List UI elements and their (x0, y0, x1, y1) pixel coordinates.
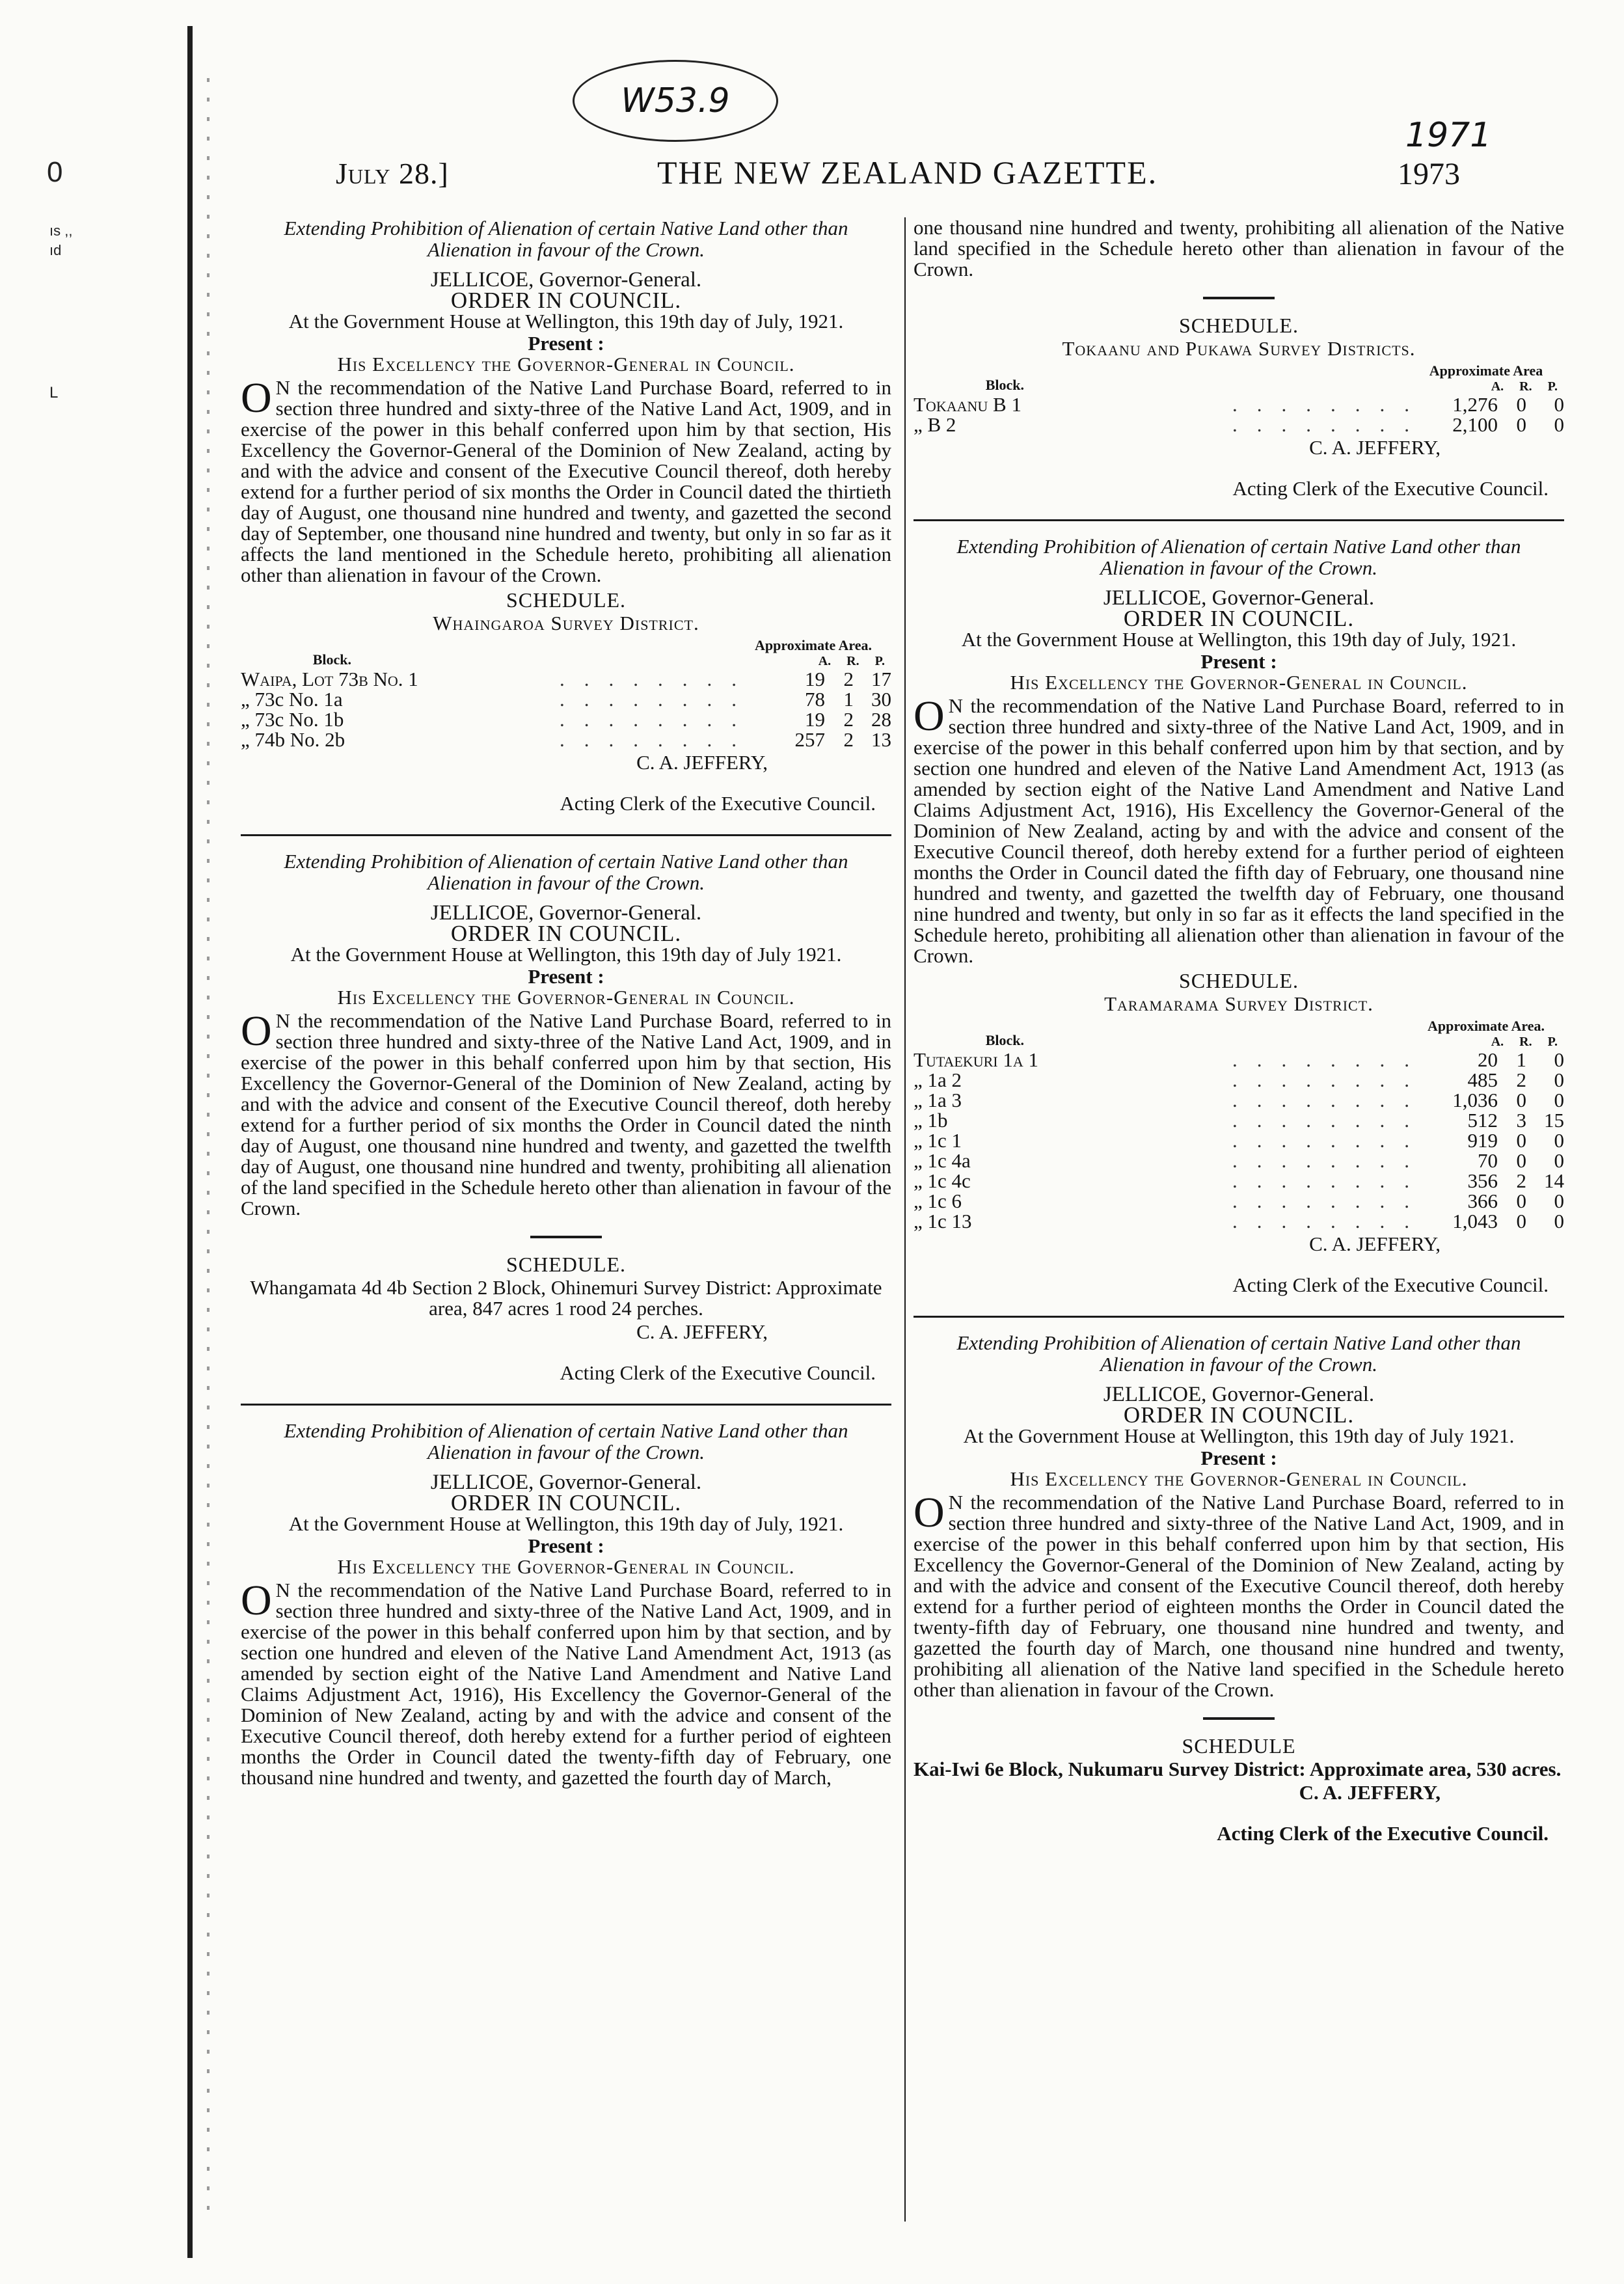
roods: 2 (1516, 1169, 1526, 1192)
page-number: 1973 (1398, 157, 1460, 191)
block-header: Block. (985, 377, 1024, 393)
margin-mark-bottom: L (49, 384, 59, 401)
perches: 0 (1554, 1210, 1564, 1232)
schedule-row (241, 729, 891, 750)
council-line: His Excellency the Governor-General in Council. (337, 1555, 795, 1578)
signatory-name: C. A. JEFFERY, (636, 751, 768, 774)
area-units (735, 653, 891, 669)
notice-body: ON the recommendation of the Native Land Purchase Board, referred to in section three hundred and sixty-three of the Native Land Act, 1909, and in exercise of the power in this behalf conferred upon him by that section, and by section one hundred and eleven of the Native Land Amendment Act, 1913 (as amended by section eight of the Native Land Amendment and Native Land Claims Adjustment Act, 1916), His Excellency the Governor-General of the Dominion of New Zealand, acting by and with the advice and consent of the Executive Council thereof, doth hereby extend for a further period of eighteen months the Order in Council dated the twenty-fifth day of February, one thousand nine hundred and twenty, and gazetted the fourth day of March, (241, 1577, 891, 1789)
council-line: His Excellency the Governor-General in Council. (1010, 671, 1468, 694)
notice-heading: Extending Prohibition of Alienation of certain Native Land other than Alienation in favour of the Crown. (284, 1419, 848, 1463)
roods: 0 (1516, 1089, 1526, 1111)
header-date: July 28.] (336, 157, 449, 190)
perches: 0 (1554, 1129, 1564, 1152)
present-label: Present : (528, 965, 604, 988)
leader-dots: ........ (1232, 1110, 1429, 1130)
leader-dots: ........ (1232, 415, 1429, 435)
right-column (914, 217, 1564, 2182)
notice-body: ON the recommendation of the Native Land Purchase Board, referred to in section three hundred and sixty-three of the Native Land Act, 1909, and in exercise of the power in this behalf conferred upon him by that section, His Excellency the Governor-General of the Dominion of New Zealand, acting by and with the advice and consent of the Executive Council thereof, doth hereby extend for a further period of six months the Order in Council dated the ninth day of August, one thousand nine hundred and twenty, and gazetted the twelfth day of August, one thousand nine hundred and twenty, prohibiting all alienation of the land specified in the Schedule hereto other than alienation in favour of the Crown. (241, 1007, 891, 1219)
place-date: At the Government House at Wellington, this 19th day of July, 1921. (288, 1512, 844, 1535)
notice-body: ON the recommendation of the Native Land Purchase Board, referred to in section three hundred and sixty-three of the Native Land Act, 1909, and in exercise of the power in this behalf conferred upon him by that section, His Excellency the Governor-General of the Dominion of New Zealand, acting by and with the advice and consent of the Executive Council thereof, doth hereby extend for a further period of six months the Order in Council dated the thirtieth day of August, one thousand nine hundred and twenty, and gazetted the second day of September, one thousand nine hundred and twenty, but only in so far as it affects the land mentioned in the Schedule hereto, prohibiting all alienation other than alienation in favour of the Crown. (241, 374, 891, 586)
acres: 78 (805, 688, 825, 711)
governor-line: JELLICOE, Governor-General. (430, 901, 702, 925)
unit-perches: P. (874, 654, 885, 668)
council-line: His Excellency the Governor-General in Council. (337, 353, 795, 375)
block-name: „ 1c 6 (914, 1190, 962, 1212)
short-rule (530, 1236, 602, 1238)
place-date: At the Government House at Wellington, this 19th day of July, 1921. (961, 628, 1517, 651)
perches: 30 (871, 688, 891, 711)
perches: 28 (871, 708, 891, 731)
present-label: Present : (528, 1534, 604, 1557)
signatory-name: C. A. JEFFERY, (636, 1320, 768, 1343)
perches: 14 (1544, 1169, 1564, 1192)
notice-heading: Extending Prohibition of Alienation of certain Native Land other than Alienation in favour of the Crown. (284, 217, 848, 261)
binding-edge (187, 26, 193, 2258)
unit-perches: P. (1547, 1035, 1558, 1049)
leader-dots: ........ (560, 729, 756, 750)
acres: 257 (794, 728, 825, 751)
signatory-title: Acting Clerk of the Executive Council. (1217, 1822, 1549, 1845)
schedule-row (914, 1090, 1564, 1110)
section-divider (914, 1316, 1564, 1318)
order-in-council: ORDER IN COUNCIL. (450, 1490, 682, 1516)
block-name: „ 74b No. 2b (241, 728, 345, 751)
acres: 485 (1467, 1068, 1498, 1091)
present-label: Present : (1200, 650, 1277, 673)
signatory-name: C. A. JEFFERY, (1309, 1232, 1441, 1255)
unit-roods: R. (846, 654, 859, 668)
order-in-council: ORDER IN COUNCIL. (450, 288, 682, 313)
roods: 0 (1516, 1129, 1526, 1152)
perches: 0 (1554, 1068, 1564, 1091)
acres: 20 (1478, 1048, 1498, 1071)
block-header: Block. (312, 651, 351, 668)
section-divider (241, 1404, 891, 1406)
acres: 2,100 (1452, 413, 1498, 436)
roods: 0 (1516, 393, 1526, 416)
acres: 1,276 (1452, 393, 1498, 416)
acres: 366 (1467, 1190, 1498, 1212)
schedule-table-header (914, 1018, 1564, 1050)
roods: 2 (843, 708, 854, 731)
roods: 1 (843, 688, 854, 711)
area-header-group (735, 638, 891, 669)
acres: 356 (1467, 1169, 1498, 1192)
margin-mark-top: 0 (47, 156, 63, 188)
signatory-title: Acting Clerk of the Executive Council. (1232, 477, 1549, 500)
acres: 19 (805, 668, 825, 690)
schedule-title: SCHEDULE. (1178, 969, 1299, 992)
unit-roods: R. (1519, 379, 1532, 394)
schedule-text: Kai-Iwi 6e Block, Nukumaru Survey District: Approximate area, 530 acres. (914, 1758, 1562, 1780)
section-divider (914, 519, 1564, 521)
present-label: Present : (528, 332, 604, 355)
leader-dots: ........ (1232, 1050, 1429, 1070)
block-name: „ B 2 (914, 413, 956, 436)
perches: 0 (1554, 413, 1564, 436)
acres: 1,036 (1452, 1089, 1498, 1111)
notice-body: ON the recommendation of the Native Land Purchase Board, referred to in section three hundred and sixty-three of the Native Land Act, 1909, and in exercise of the power in this behalf conferred upon him by that section, His Excellency the Governor-General of the Dominion of New Zealand, acting by and with the advice and consent of the Executive Council thereof, doth hereby extend for a further period of eighteen months the Order in Council dated the twenty-fifth day of February, one thousand nine hundred and twenty, and gazetted the fourth day of March, one thousand nine hundred and twenty, prohibiting all alienation of the Native land specified in the Schedule hereto other than alienation in favour of the Crown. (914, 1489, 1564, 1701)
order-in-council: ORDER IN COUNCIL. (1123, 1402, 1355, 1428)
schedule-row (914, 1070, 1564, 1090)
schedule-row (914, 1150, 1564, 1171)
leader-dots: ........ (1232, 1211, 1429, 1231)
block-name: „ 1c 4a (914, 1149, 971, 1172)
roods: 3 (1516, 1109, 1526, 1132)
signatory-title: Acting Clerk of the Executive Council. (560, 1361, 876, 1384)
perches: 0 (1554, 1190, 1564, 1212)
council-line: His Excellency the Governor-General in Council. (337, 986, 795, 1009)
leader-dots: ........ (1232, 1070, 1429, 1090)
acres: 512 (1467, 1109, 1498, 1132)
roods: 2 (1516, 1068, 1526, 1091)
leader-dots: ........ (1232, 1191, 1429, 1211)
handwritten-stamp (573, 60, 778, 142)
notice-body: ON the recommendation of the Native Land Purchase Board, referred to in section three hundred and sixty-three of the Native Land Act, 1909, and in exercise of the power in this behalf conferred upon him by that section, and by section one hundred and eleven of the Native Land Amendment Act, 1913 (as amended by section eight of the Native Land Amendment and Native Land Claims Adjustment Act, 1916), His Excellency the Governor-General of the Dominion of New Zealand, acting by and with the advice and consent of the Executive Council thereof, doth hereby extend for a further period of eighteen months the Order in Council dated the fifth day of February, one thousand nine hundred and twenty, and gazetted the twelfth day of February, one thousand nine hundred and twenty, but only in so far as it effects the land specified in the Schedule hereto, prohibiting all alienation other than alienation in favour of the Crown. (914, 692, 1564, 967)
place-date: At the Government House at Wellington, this 19th day of July 1921. (963, 1424, 1515, 1447)
perches: 15 (1544, 1109, 1564, 1132)
leader-dots: ........ (1232, 1150, 1429, 1171)
stamp-text: W53.9 (621, 81, 730, 120)
schedule-title: SCHEDULE. (506, 1253, 627, 1276)
block-name: „ 1a 3 (914, 1089, 962, 1111)
leader-dots: ........ (1232, 1171, 1429, 1191)
notice-2 (241, 850, 891, 1383)
gazette-title: THE NEW ZEALAND GAZETTE. (657, 154, 1158, 191)
schedule-district: Tokaanu and Pukawa Survey Districts. (1062, 337, 1416, 360)
place-date: At the Government House at Wellington, this 19th day of July 1921. (290, 943, 842, 966)
schedule-row (914, 1211, 1564, 1231)
schedule-row (241, 689, 891, 709)
handwritten-number: 1971 (1405, 116, 1492, 155)
notice-heading: Extending Prohibition of Alienation of certain Native Land other than Alienation in favour of the Crown. (284, 850, 848, 894)
roods: 2 (843, 668, 854, 690)
roods: 1 (1516, 1048, 1526, 1071)
notice-heading: Extending Prohibition of Alienation of certain Native Land other than Alienation in favour of the Crown. (956, 535, 1521, 579)
area-header-group (1408, 1018, 1564, 1050)
roods: 0 (1516, 1190, 1526, 1212)
notice-heading: Extending Prohibition of Alienation of certain Native Land other than Alienation in favour of the Crown. (956, 1331, 1521, 1376)
acres: 70 (1478, 1149, 1498, 1172)
area-units (1408, 379, 1564, 394)
acres: 919 (1467, 1129, 1498, 1152)
block-name: „ 1c 4c (914, 1169, 971, 1192)
governor-line: JELLICOE, Governor-General. (1103, 1383, 1375, 1406)
block-name: „ 1b (914, 1109, 948, 1132)
unit-acres: A. (1491, 379, 1504, 394)
perches: 0 (1554, 1149, 1564, 1172)
column-divider (904, 217, 906, 2222)
place-date: At the Government House at Wellington, this 19th day of July, 1921. (288, 310, 844, 333)
unit-roods: R. (1519, 1035, 1532, 1049)
block-name: Tokaanu B 1 (914, 393, 1022, 416)
block-name: Tutaekuri 1a 1 (914, 1048, 1038, 1071)
block-name: „ 73c No. 1b (241, 708, 344, 731)
schedule-title: SCHEDULE. (1178, 314, 1299, 337)
leader-dots: ........ (1232, 1130, 1429, 1150)
notice-3 (241, 1420, 891, 1788)
schedule-row (914, 1110, 1564, 1130)
signatory-title: Acting Clerk of the Executive Council. (560, 792, 876, 815)
schedule-row (241, 669, 891, 689)
binding-stitching (207, 78, 210, 2225)
schedule-row (914, 394, 1564, 415)
signatory-title: Acting Clerk of the Executive Council. (1232, 1273, 1549, 1296)
leader-dots: ........ (1232, 1090, 1429, 1110)
leader-dots: ........ (1232, 394, 1429, 415)
governor-line: JELLICOE, Governor-General. (430, 1471, 702, 1494)
schedule-row (241, 709, 891, 729)
roods: 0 (1516, 413, 1526, 436)
schedule-row (914, 1130, 1564, 1150)
roods: 0 (1516, 1210, 1526, 1232)
notice-body-continued: one thousand nine hundred and twenty, prohibiting all alienation of the Native land specified in the Schedule hereto other than alienation in favour of the Crown. (914, 217, 1564, 280)
schedule-district: Taramarama Survey District. (1104, 992, 1374, 1015)
roods: 2 (843, 728, 854, 751)
unit-perches: P. (1547, 379, 1558, 394)
schedule-row (914, 415, 1564, 435)
unit-acres: A. (1491, 1035, 1504, 1049)
area-header: Approximate Area. (1427, 1018, 1545, 1034)
council-line: His Excellency the Governor-General in Council. (1010, 1467, 1468, 1490)
notice-3-continued (914, 217, 1564, 499)
area-units (1408, 1034, 1564, 1050)
notice-4 (914, 536, 1564, 1296)
schedule-table-header (241, 638, 891, 669)
schedule-row (914, 1171, 1564, 1191)
schedule-district: Whaingaroa Survey District. (433, 612, 699, 634)
perches: 0 (1554, 1048, 1564, 1071)
perches: 0 (1554, 1089, 1564, 1111)
schedule-table-header (914, 363, 1564, 394)
leader-dots: ........ (560, 669, 756, 689)
signatory-name: C. A. JEFFERY, (1299, 1781, 1441, 1804)
block-name: „ 1c 1 (914, 1129, 962, 1152)
short-rule (1203, 1717, 1275, 1720)
left-column (241, 217, 891, 2261)
roods: 0 (1516, 1149, 1526, 1172)
schedule-title: SCHEDULE. (506, 588, 627, 612)
schedule-row (914, 1050, 1564, 1070)
leader-dots: ........ (560, 689, 756, 709)
governor-line: JELLICOE, Governor-General. (430, 268, 702, 292)
block-name: „ 73c No. 1a (241, 688, 343, 711)
short-rule (1203, 297, 1275, 299)
area-header: Approximate Area. (754, 637, 873, 653)
perches: 17 (871, 668, 891, 690)
notice-5 (914, 1332, 1564, 1844)
area-header: Approximate Area (1429, 362, 1543, 379)
section-divider (241, 834, 891, 836)
order-in-council: ORDER IN COUNCIL. (1123, 606, 1355, 631)
block-name: Waipa, Lot 73b No. 1 (241, 668, 418, 690)
area-header-group (1408, 363, 1564, 394)
block-header: Block. (985, 1032, 1024, 1048)
margin-mark-middle: ıs ,, ıd (49, 223, 73, 258)
present-label: Present : (1200, 1447, 1277, 1469)
perches: 13 (871, 728, 891, 751)
block-name: „ 1a 2 (914, 1068, 962, 1091)
schedule-row (914, 1191, 1564, 1211)
signatory-name: C. A. JEFFERY, (1309, 436, 1441, 459)
unit-acres: A. (818, 654, 832, 668)
order-in-council: ORDER IN COUNCIL. (450, 921, 682, 946)
block-name: „ 1c 13 (914, 1210, 972, 1232)
acres: 1,043 (1452, 1210, 1498, 1232)
leader-dots: ........ (560, 709, 756, 729)
notice-1 (241, 217, 891, 814)
perches: 0 (1554, 393, 1564, 416)
acres: 19 (805, 708, 825, 731)
schedule-text: Whangamata 4d 4b Section 2 Block, Ohinemuri Survey District: Approximate area, 847 acres 1 rood 24 perches. (250, 1276, 882, 1320)
governor-line: JELLICOE, Governor-General. (1103, 586, 1375, 610)
schedule-title: SCHEDULE (1182, 1734, 1296, 1758)
